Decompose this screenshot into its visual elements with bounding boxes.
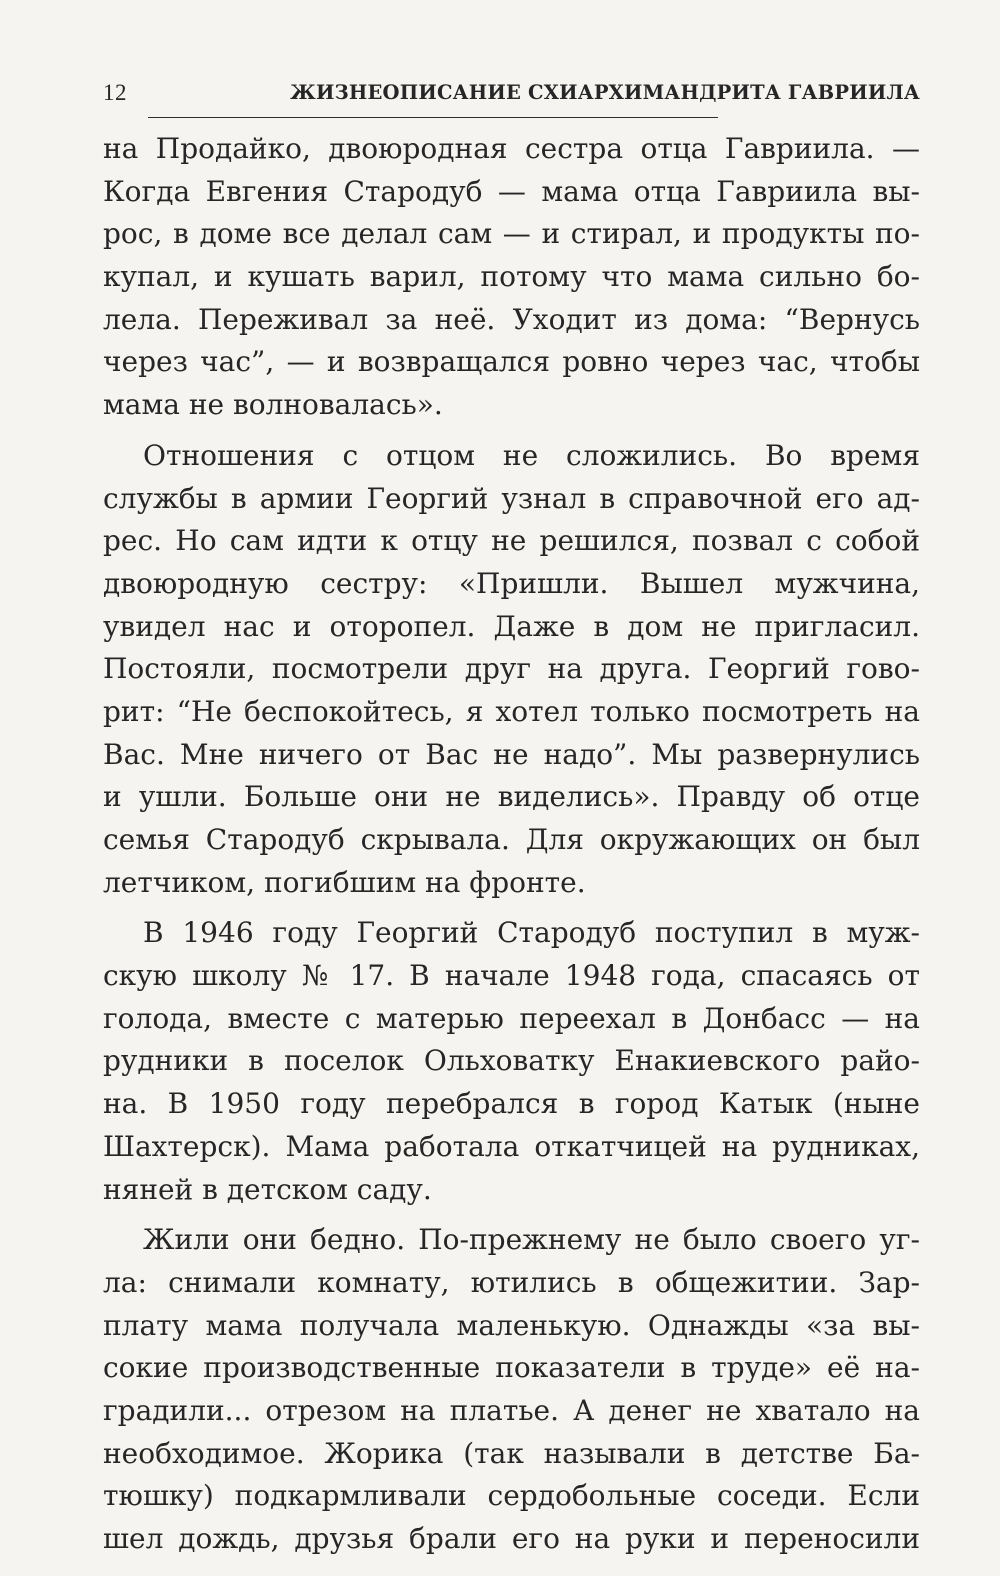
page-number: 12 bbox=[103, 80, 127, 105]
body-text bbox=[103, 128, 920, 1561]
text-line: шел дождь, друзья брали его на руки и переносили bbox=[103, 1522, 920, 1555]
text-line: тюшку) подкармливали сердобольные соседи. Если bbox=[103, 1479, 920, 1513]
text-line: градили... отрезом на платье. А денег не хватало на bbox=[103, 1393, 920, 1427]
text-line: купал, и кушать варил, потому что мама сильно бо- bbox=[103, 260, 920, 294]
text-line: увидел нас и оторопел. Даже в дом не пригласил. bbox=[103, 609, 920, 643]
paragraph-gap bbox=[103, 1211, 920, 1219]
text-line: лела. Переживал за неё. Уходит из дома: “Вернусь bbox=[103, 302, 920, 336]
paragraph-4 bbox=[103, 1219, 920, 1561]
paragraph-gap bbox=[103, 904, 920, 912]
text-line: на Продайко, двоюродная сестра отца Гавриила. — bbox=[103, 132, 920, 165]
text-line: необходимое. Жорика (так называли в детстве Ба- bbox=[103, 1436, 920, 1470]
header-rule bbox=[148, 117, 718, 118]
text-line: двоюродную сестру: «Пришли. Вышел мужчина, bbox=[103, 566, 920, 600]
paragraph-gap bbox=[103, 427, 920, 435]
text-line: через час”, — и возвращался ровно через час, чтобы bbox=[103, 345, 920, 379]
text-line: плату мама получала маленькую. Однажды «за вы- bbox=[103, 1308, 920, 1342]
text-line: службы в армии Георгий узнал в справочной его ад- bbox=[103, 481, 920, 515]
text-line: Жили они бедно. По-прежнему не было своего уг- bbox=[143, 1223, 920, 1257]
text-line: ла: снимали комнату, ютились в общежитии. Зар- bbox=[103, 1265, 920, 1299]
text-line: Отношения с отцом не сложились. Во время bbox=[143, 438, 920, 472]
text-line: Когда Евгения Стародуб — мама отца Гавриила вы- bbox=[103, 174, 920, 208]
text-line: Постояли, посмотрели друг на друга. Георгий гово- bbox=[103, 652, 920, 686]
text-line: и ушли. Больше они не виделись». Правду об отце bbox=[103, 780, 920, 814]
text-line: сокие производственные показатели в труде» её на- bbox=[103, 1351, 920, 1385]
text-line: летчиком, погибшим на фронте. bbox=[103, 865, 586, 899]
text-line: рит: “Не беспокойтесь, я хотел только посмотреть на bbox=[103, 694, 920, 728]
text-line: Шахтерск). Мама работала откатчицей на рудниках, bbox=[103, 1129, 920, 1163]
text-line: Вас. Мне ничего от Вас не надо”. Мы развернулись bbox=[103, 737, 920, 771]
text-line: голода, вместе с матерью переехал в Донбасс — на bbox=[103, 1001, 920, 1035]
running-title: ЖИЗНЕОПИСАНИЕ СХИАРХИМАНДРИТА ГАВРИИЛА bbox=[290, 81, 920, 104]
text-line: рос, в доме все делал сам — и стирал, и продукты по- bbox=[103, 217, 920, 251]
paragraph-2 bbox=[103, 435, 920, 905]
page-header bbox=[103, 76, 920, 110]
text-line: В 1946 году Георгий Стародуб поступил в муж- bbox=[143, 916, 920, 950]
paragraph-1 bbox=[103, 128, 920, 427]
text-line: няней в детском саду. bbox=[103, 1172, 432, 1206]
text-line: рудники в поселок Ольховатку Енакиевского райо- bbox=[103, 1044, 920, 1078]
text-line: на. В 1950 году перебрался в город Катык (ныне bbox=[103, 1087, 920, 1121]
text-line: мама не волновалась». bbox=[103, 388, 443, 422]
text-line: семья Стародуб скрывала. Для окружающих он был bbox=[103, 823, 920, 856]
text-line: скую школу № 17. В начале 1948 года, спасаясь от bbox=[103, 959, 920, 993]
text-line: рес. Но сам идти к отцу не решился, позвал с собой bbox=[103, 524, 920, 558]
paragraph-3 bbox=[103, 912, 920, 1211]
